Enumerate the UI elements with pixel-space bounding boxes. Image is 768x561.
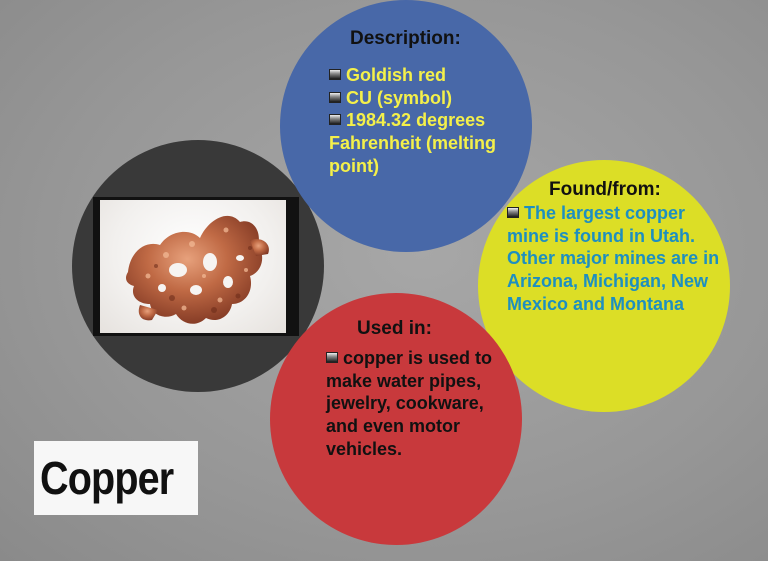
copper-photo: [93, 197, 299, 336]
description-heading: Description:: [350, 28, 461, 49]
copper-nugget-illustration: [100, 200, 286, 333]
found-from-text: The largest copper mine is found in Utah. Other major mines are in Arizona, Michigan, New Mexico and Montana: [507, 203, 720, 314]
bullet-icon: [329, 92, 341, 103]
description-item: 1984.32 degrees Fahrenheit (melting point): [329, 110, 497, 176]
found-from-heading: Found/from:: [549, 179, 661, 200]
description-item: CU (symbol): [329, 87, 529, 110]
bullet-icon: [329, 69, 341, 80]
copper-photo-image: [100, 200, 286, 333]
description-list: [329, 64, 529, 177]
page-title: Copper: [40, 452, 174, 504]
bullet-icon: [329, 114, 341, 125]
used-in-text: copper is used to make water pipes, jewelry, cookware, and even motor vehicles.: [326, 348, 493, 459]
used-in-heading: Used in:: [357, 318, 432, 339]
bullet-icon: [326, 352, 338, 363]
description-item: Goldish red: [329, 64, 529, 87]
bullet-icon: [507, 207, 519, 218]
title-label: [34, 441, 198, 515]
